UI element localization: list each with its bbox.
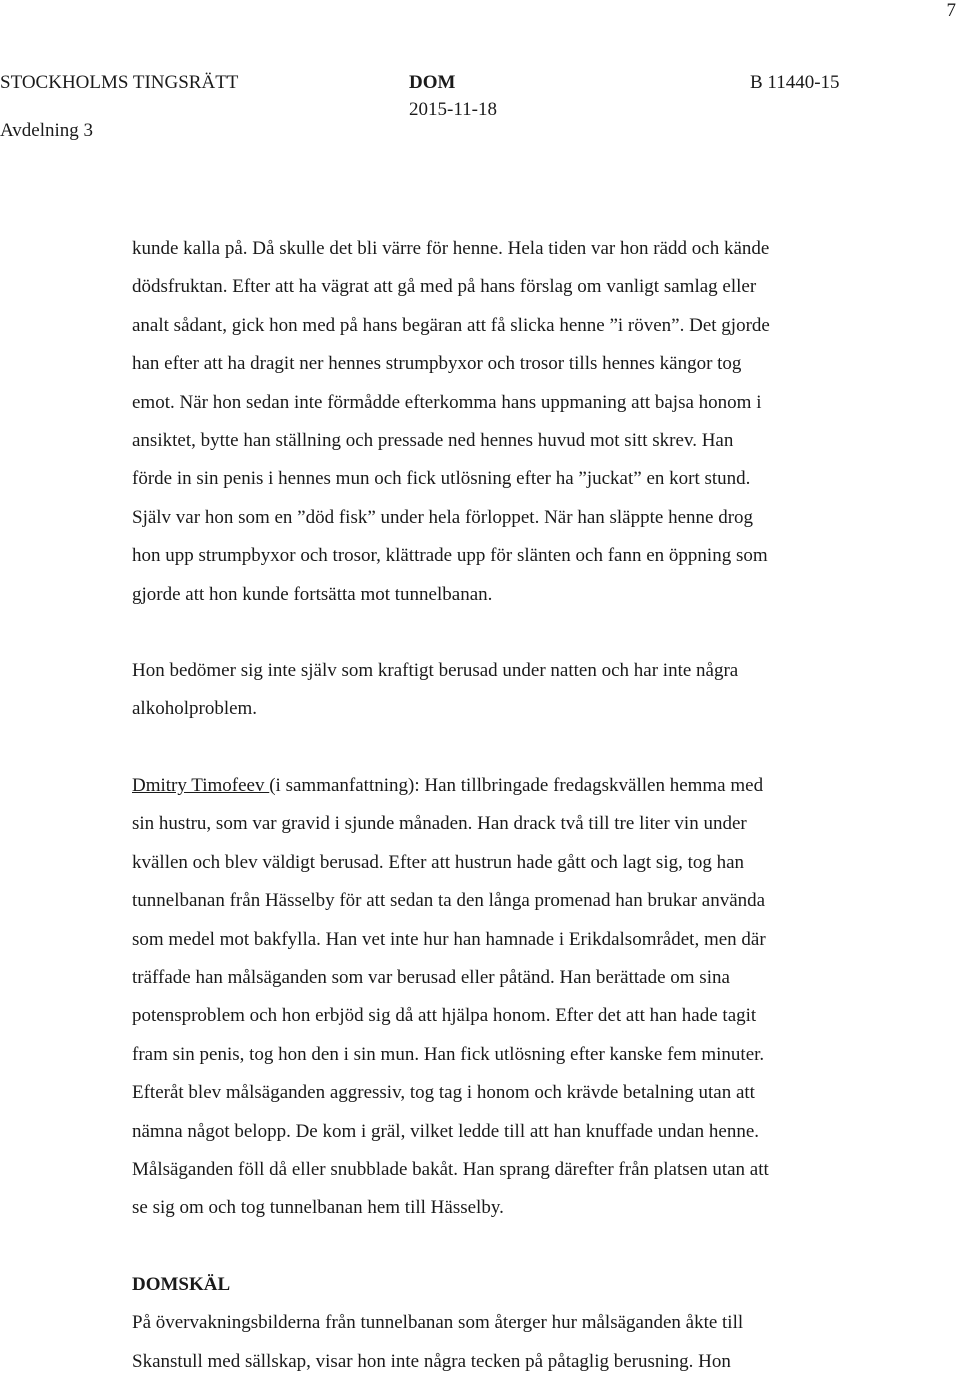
text-line: hon upp strumpbyxor och trosor, klättrade upp för slänten och fann en öppning som	[132, 545, 768, 567]
text-line: potensproblem och hon erbjöd sig då att hjälpa honom. Efter det att han hade tagit	[132, 1005, 757, 1027]
text-line: som medel mot bakfylla. Han vet inte hur han hamnade i Erikdalsområdet, men där	[132, 928, 766, 950]
text-line: träffade han målsäganden som var berusad eller påtänd. Han berättade om sina	[132, 966, 730, 988]
text-line: Hon bedömer sig inte själv som kraftigt berusad under natten och har inte några	[132, 660, 739, 682]
court-name: STOCKHOLMS TINGSRÄTT	[0, 72, 239, 93]
text-line: han efter att ha dragit ner hennes strumpbyxor och trosor tills hennes kängor tog	[132, 353, 742, 375]
text-line: fram sin penis, tog hon den i sin mun. Han fick utlösning efter kanske fem minuter.	[132, 1043, 765, 1065]
document-type: DOM	[409, 72, 456, 93]
text-line: förde in sin penis i hennes mun och fick utlösning efter ha ”juckat” en kort stund.	[132, 468, 751, 490]
text-line: alkoholproblem.	[132, 698, 258, 720]
section-domskal	[132, 1266, 884, 1381]
text-line: dödsfruktan. Efter att ha vägrat att gå med på hans förslag om vanligt samlag eller	[132, 276, 757, 298]
paragraph-victim-account	[132, 230, 884, 614]
text-line: se sig om och tog tunnelbanan hem till Hässelby.	[132, 1197, 504, 1219]
text-line: Målsäganden föll då eller snubblade bakåt. Han sprang därefter från platsen utan att	[132, 1158, 769, 1180]
text-line: gjorde att hon kunde fortsätta mot tunnelbanan.	[132, 583, 493, 605]
text-line: ansiktet, bytte han ställning och pressade ned hennes huvud mot sitt skrev. Han	[132, 430, 734, 452]
text-line: Skanstull med sällskap, visar hon inte några tecken på påtaglig berusning. Hon	[132, 1350, 731, 1372]
text-line: sin hustru, som var gravid i sjunde månaden. Han drack två till tre liter vin under	[132, 813, 747, 835]
text-line: På övervakningsbilderna från tunnelbanan som återger hur målsäganden åkte till	[132, 1312, 744, 1334]
text-line: kvällen och blev väldigt berusad. Efter att hustrun hade gått och lagt sig, tog han	[132, 851, 745, 873]
case-number: B 11440-15	[750, 72, 840, 93]
text-line: Själv var hon som en ”död fisk” under hela förloppet. När han släppte henne drog	[132, 506, 754, 528]
document-body	[132, 230, 884, 1381]
paragraph-victim-sobriety	[132, 652, 884, 729]
page-number: 7	[946, 0, 956, 21]
speaker-name: Dmitry Timofeev	[132, 774, 270, 796]
text-line: tunnelbanan från Hässelby för att sedan ta den långa promenad han brukar använda	[132, 890, 766, 912]
speaker-line-rest: (i sammanfattning): Han tillbringade fredagskvällen hemma med	[269, 774, 764, 796]
text-line: emot. När hon sedan inte förmådde efterkomma hans uppmaning att bajsa honom i	[132, 391, 762, 413]
section-heading: DOMSKÄL	[132, 1273, 231, 1295]
text-line: analt sådant, gick hon med på hans begäran att få slicka henne ”i röven”. Det gjorde	[132, 314, 770, 336]
text-line: nämna något belopp. De kom i gräl, vilket ledde till att han knuffade undan henne.	[132, 1120, 759, 1142]
document-date: 2015-11-18	[409, 99, 497, 120]
court-division: Avdelning 3	[0, 120, 94, 141]
text-line: kunde kalla på. Då skulle det bli värre för henne. Hela tiden var hon rädd och kände	[132, 238, 770, 259]
text-line: Efteråt blev målsäganden aggressiv, tog tag i honom och krävde betalning utan att	[132, 1082, 755, 1104]
paragraph-defendant-account	[132, 767, 884, 1228]
text-line	[132, 767, 884, 805]
